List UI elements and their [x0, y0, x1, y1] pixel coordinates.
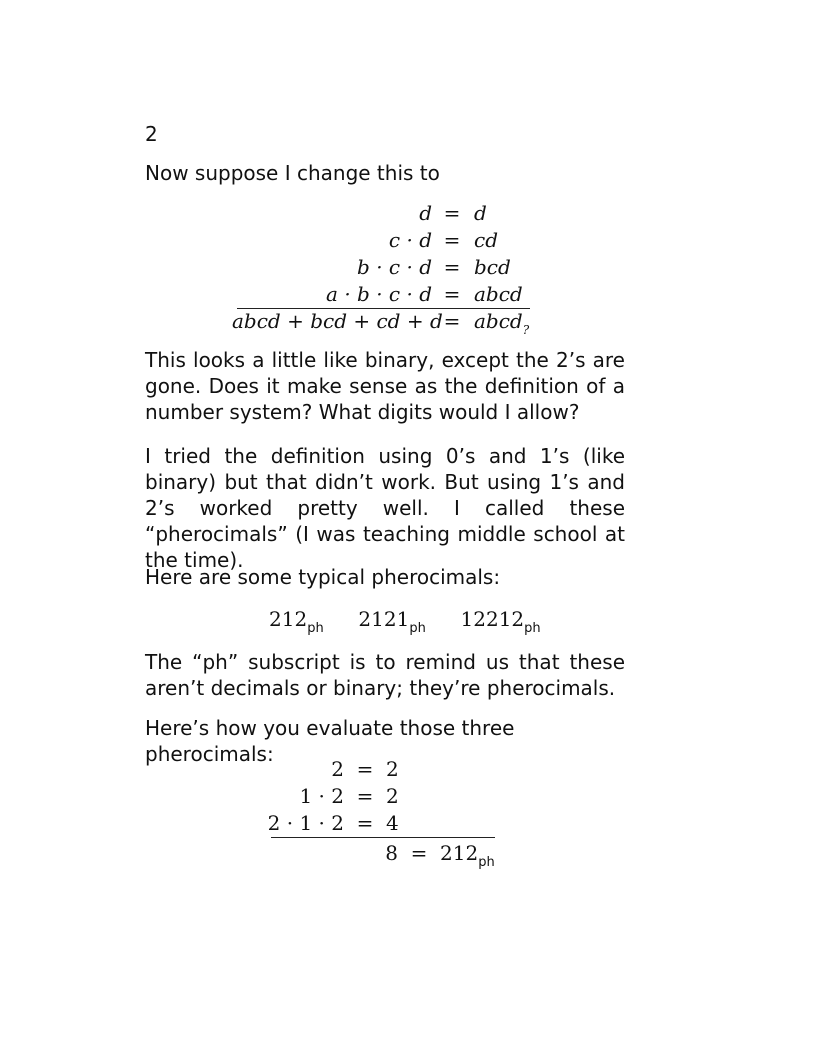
paragraph-evaluate: Here’s how you evaluate those three pherocimals:: [145, 716, 515, 766]
eq2-row-2: [0, 783, 816, 809]
example-3-number: 12212: [460, 607, 525, 631]
paragraph-binary: This looks a little like binary, except the 2’s are gone. Does it make sense as the definition of a number system? What digits would I allow?: [145, 348, 625, 424]
eq2-total-subscript: ph: [478, 855, 495, 870]
example-2-subscript: ph: [409, 621, 426, 636]
eq1-row-4: [0, 281, 816, 307]
eq1-row-3-lhs: b · c · d: [357, 255, 432, 279]
example-3-subscript: ph: [524, 621, 541, 636]
eq1-row-1: [0, 200, 816, 226]
eq1-total-lhs: abcd + bcd + cd + d: [232, 309, 443, 333]
paragraph-typical: Here are some typical pherocimals:: [145, 565, 501, 589]
eq2-row-1-lhs: 2: [331, 757, 344, 781]
eq1-row-3-equals: =: [443, 255, 461, 279]
eq2-row-1: [0, 756, 816, 782]
eq2-total-value: 212: [440, 841, 479, 865]
example-1-number: 212: [269, 607, 308, 631]
eq2-row-2-lhs: 1 · 2: [299, 784, 344, 808]
eq2-sum-rule: [271, 837, 495, 838]
eq2-total-equals: =: [410, 841, 428, 865]
eq1-total-row: [0, 308, 816, 337]
eq1-row-3-rhs: bcd: [474, 255, 511, 279]
example-2-number: 2121: [358, 607, 410, 631]
eq1-row-2: [0, 227, 816, 253]
eq2-row-3: [0, 810, 816, 836]
example-2: [358, 607, 426, 636]
eq2-row-1-equals: =: [356, 757, 374, 781]
eq2-total-lhs: 8: [385, 841, 398, 865]
example-1: [269, 607, 324, 636]
pherocimal-examples: [269, 606, 541, 642]
eq1-row-1-lhs: d: [419, 201, 432, 225]
eq1-row-2-equals: =: [443, 228, 461, 252]
page-number: 2: [145, 122, 158, 146]
eq1-row-2-lhs: c · d: [388, 228, 432, 252]
eq1-total-equals: =: [443, 309, 461, 333]
eq2-row-3-rhs: 4: [386, 811, 399, 835]
eq1-row-1-rhs: d: [474, 201, 487, 225]
eq2-row-2-rhs: 2: [386, 784, 399, 808]
eq2-row-2-equals: =: [356, 784, 374, 808]
eq1-row-3: [0, 254, 816, 280]
eq1-total-subscript: ?: [522, 323, 530, 337]
eq1-row-2-rhs: cd: [474, 228, 499, 252]
intro-paragraph: Now suppose I change this to: [145, 161, 440, 185]
eq1-row-4-equals: =: [443, 282, 461, 306]
eq2-total-row: [0, 840, 816, 870]
eq1-row-4-lhs: a · b · c · d: [326, 282, 432, 306]
eq2-row-3-lhs: 2 · 1 · 2: [267, 811, 344, 835]
example-1-subscript: ph: [307, 621, 324, 636]
eq1-total-rhs: [474, 308, 529, 343]
eq1-row-4-rhs: abcd: [474, 282, 523, 306]
paragraph-subscript: The “ph” subscript is to remind us that these aren’t decimals or binary; they’re pherocimals.: [145, 650, 625, 700]
eq1-total-value: abcd: [474, 309, 523, 333]
eq2-row-3-equals: =: [356, 811, 374, 835]
paragraph-definition: I tried the definition using 0’s and 1’s (like binary) but that didn’t work. But using 1’s and 2’s worked pretty well. I called these “pherocimals” (I was teaching middle school at the time).: [145, 444, 625, 572]
eq2-total-rhs: [440, 840, 495, 876]
eq2-row-1-rhs: 2: [386, 757, 399, 781]
eq1-row-1-equals: =: [443, 201, 461, 225]
example-3: [460, 607, 541, 636]
